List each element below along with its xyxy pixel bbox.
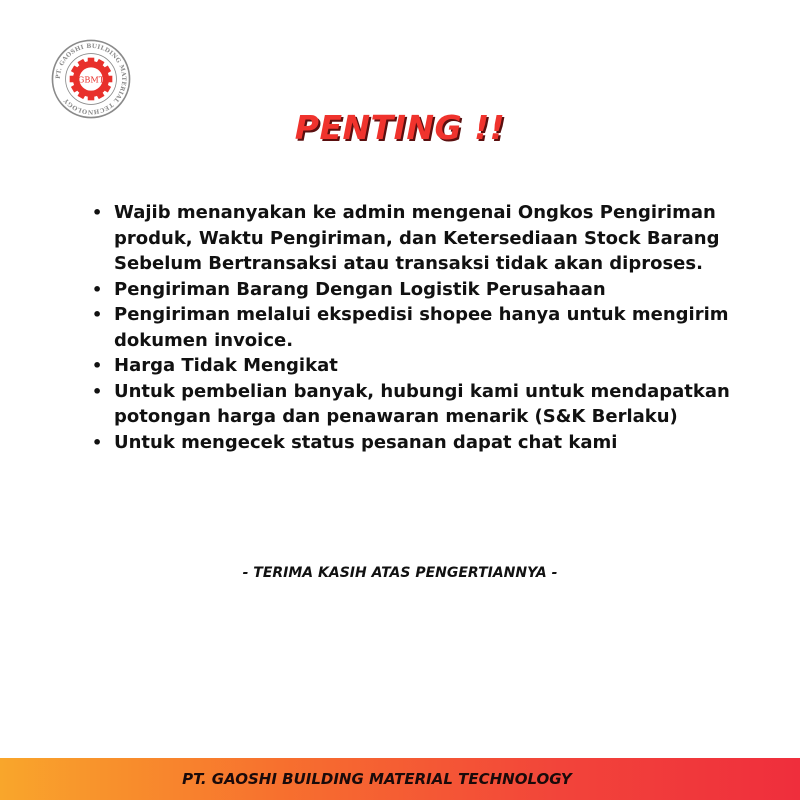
gear-tooth <box>70 76 77 83</box>
note-text: Wajib menanyakan ke admin mengenai Ongkos Pengiriman produk, Waktu Pengiriman, dan Ketersediaan Stock Barang Sebelum Bertransaksi atau transaksi tidak akan diproses. <box>114 202 720 274</box>
gear-tooth <box>88 94 95 101</box>
list-item <box>92 353 732 379</box>
note-text: Pengiriman melalui ekspedisi shopee hanya untuk mengirim dokumen invoice. <box>114 304 729 351</box>
logo-ring-text: PT. GAOSHI BUILDING MATERIAL TECHNOLOGY <box>54 42 128 116</box>
list-item <box>92 430 732 456</box>
note-text: Untuk mengecek status pesanan dapat chat kami <box>114 431 618 453</box>
note-text: Untuk pembelian banyak, hubungi kami untuk mendapatkan potongan harga dan penawaran menarik (S&K Berlaku) <box>114 380 730 427</box>
list-item <box>92 302 732 353</box>
bullet-icon: • <box>92 279 103 299</box>
page-title: PENTING !! <box>294 108 506 147</box>
bullet-icon: • <box>92 432 103 452</box>
gear-tooth <box>88 58 95 65</box>
notes-list <box>92 200 732 455</box>
list-item <box>92 277 732 303</box>
bullet-icon: • <box>92 356 103 375</box>
thanks-message: - TERIMA KASIH ATAS PENGERTIANNYA - <box>242 565 558 581</box>
list-item <box>92 200 732 277</box>
bullet-icon: • <box>92 305 103 324</box>
list-item <box>92 379 732 430</box>
note-text: Harga Tidak Mengikat <box>114 355 338 376</box>
logo-monogram: GBMT <box>77 74 105 85</box>
bullet-icon: • <box>92 381 103 401</box>
footer-company-name: PT. GAOSHI BUILDING MATERIAL TECHNOLOGY <box>182 770 572 788</box>
note-text: Pengiriman Barang Dengan Logistik Perusahaan <box>114 278 606 300</box>
bullet-icon: • <box>92 203 103 222</box>
footer-banner <box>0 758 800 800</box>
gear-tooth <box>106 76 113 83</box>
